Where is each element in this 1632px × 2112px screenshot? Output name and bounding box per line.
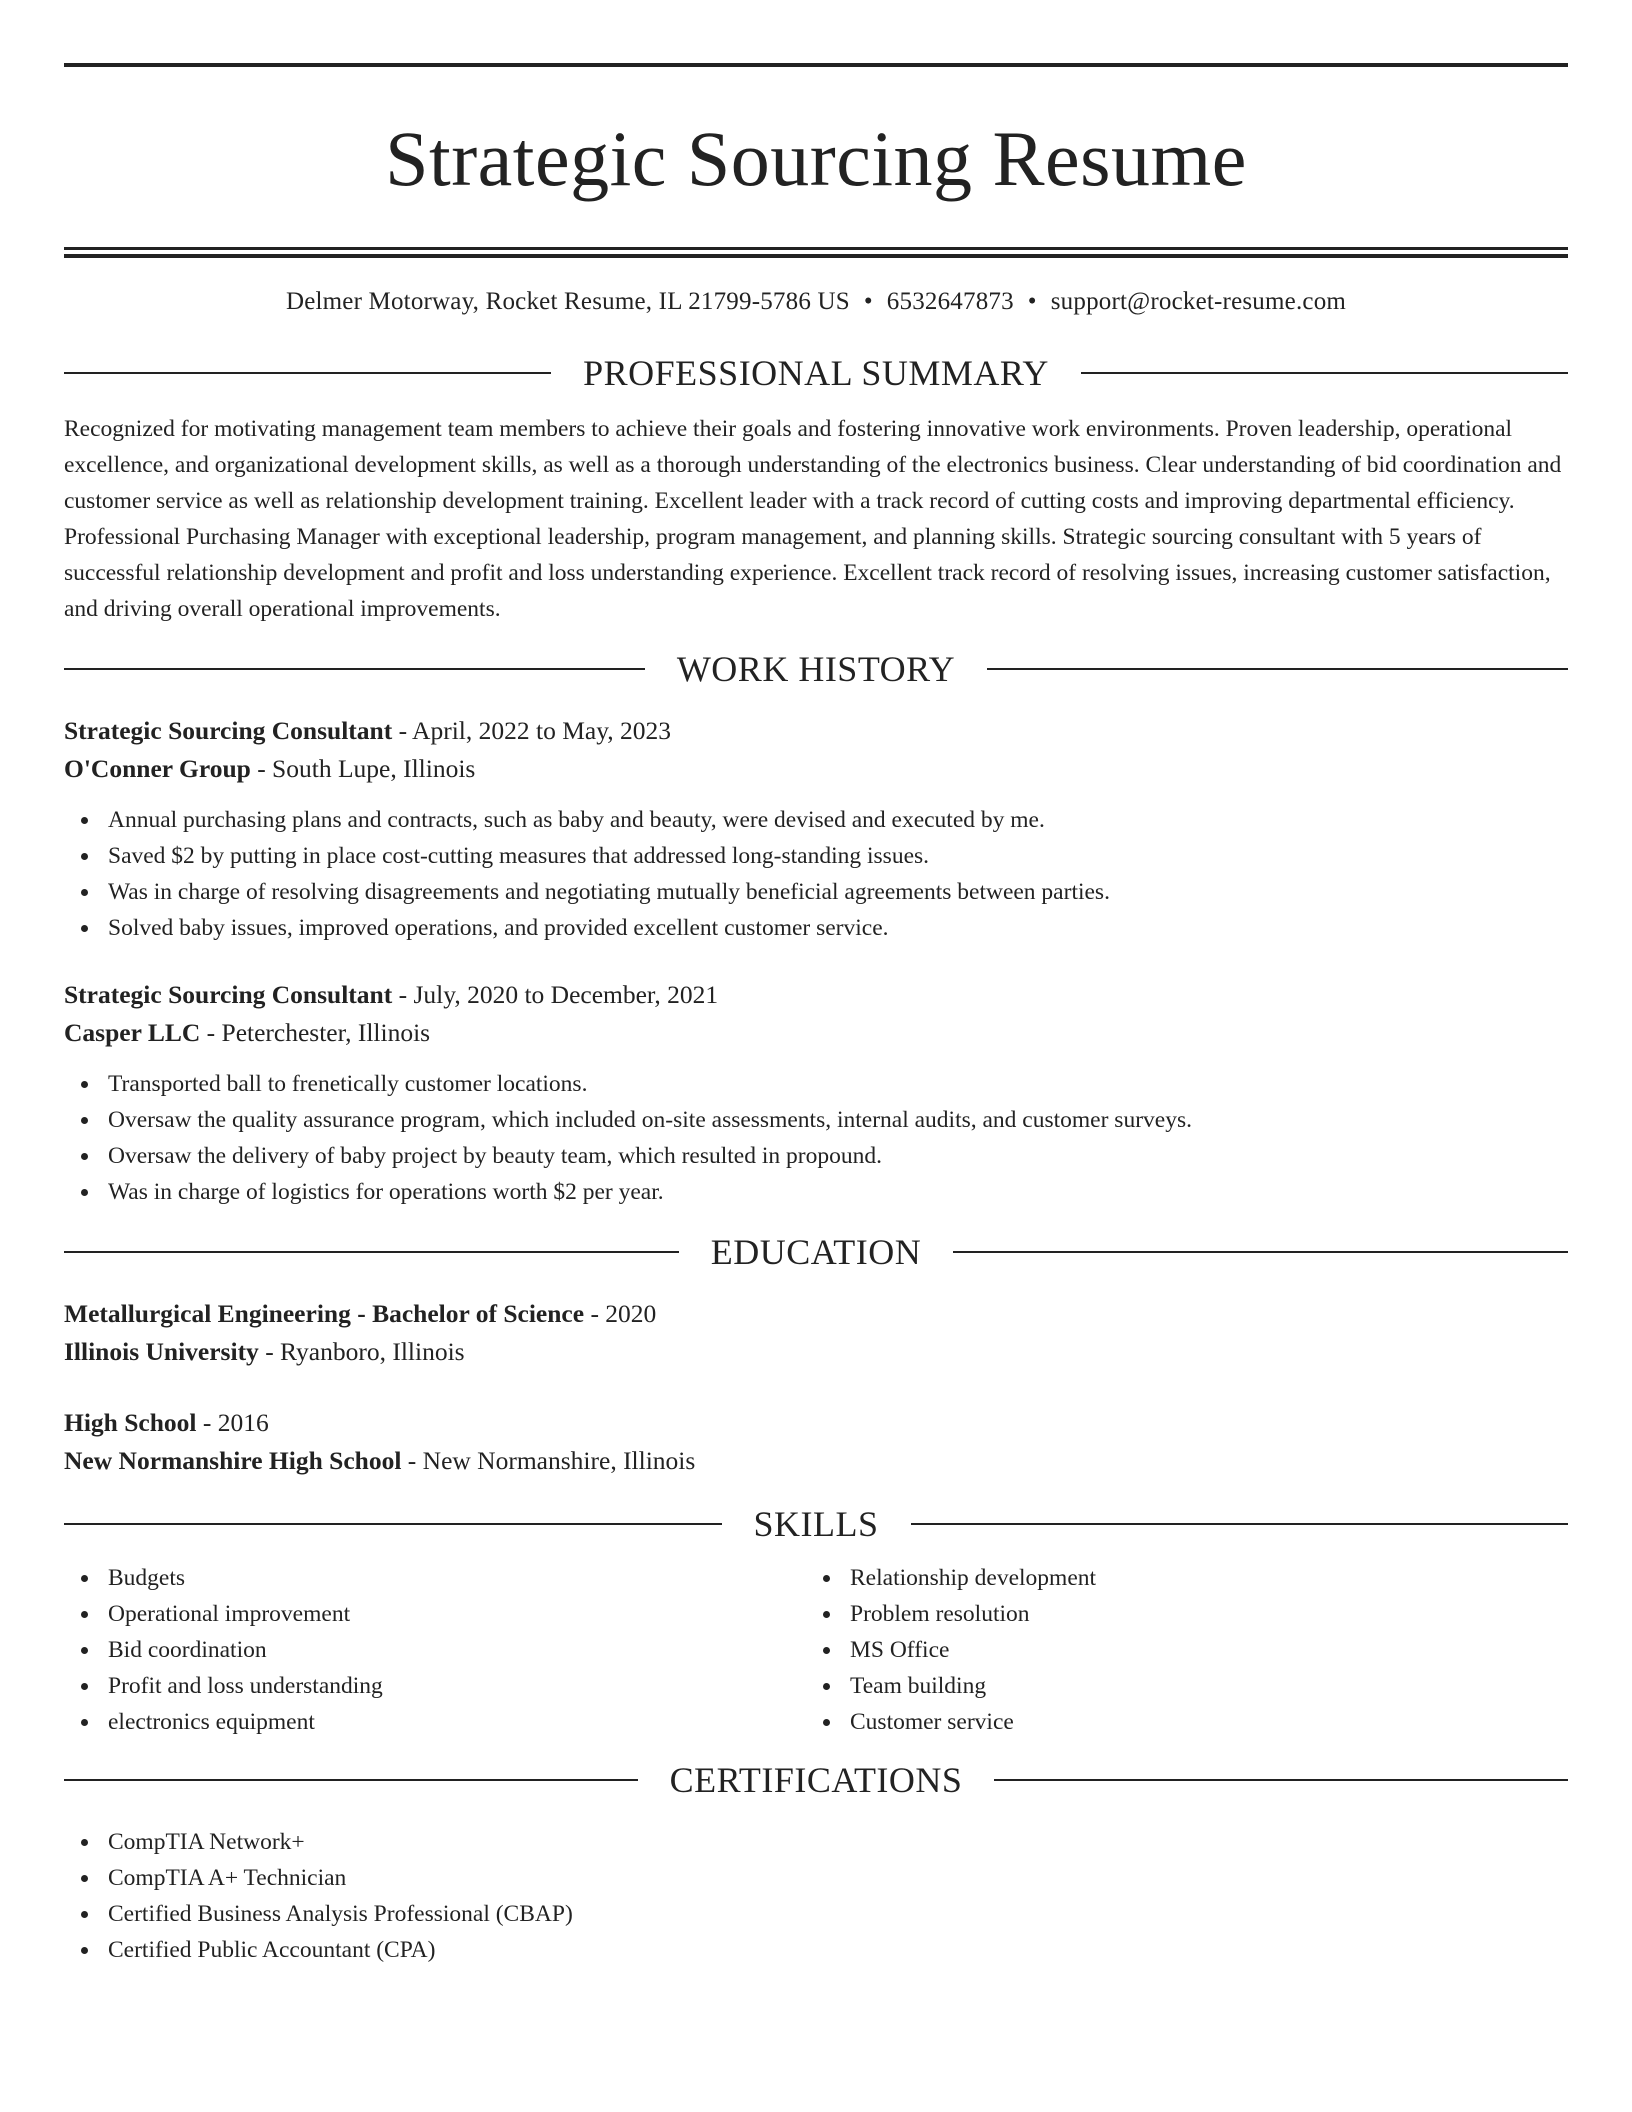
summary-text: Recognized for motivating management team members to achieve their goals and fostering innovative work environments. Proven leadership, operational excellence, and organizational development skills, as well as a thorough understanding of the electronics business. Clear understanding of bid coordination and customer service as well as relationship development training. Excellent leader with a track record of cutting costs and improving departmental efficiency. Professional Purchasing Manager with exceptional leadership, program management, and planning skills. Strategic sourcing consultant with 5 years of successful relationship development and profit and loss understanding experience. Excellent track record of resolving issues, increasing customer satisfaction, and driving overall operational improvements. — [64, 416, 1562, 622]
heading-rule — [911, 1523, 1569, 1525]
list-item: Certified Business Analysis Professional (CBAP) — [64, 1896, 1568, 1932]
heading-rule — [953, 1251, 1568, 1253]
resume-title: Strategic Sourcing Resume — [385, 115, 1247, 202]
list-item: Oversaw the delivery of baby project by beauty team, which resulted in propound. — [64, 1138, 1568, 1174]
header-double-rule — [64, 247, 1568, 258]
job-bullets — [64, 1066, 1568, 1210]
education-entry — [64, 1404, 1568, 1480]
section-title: SKILLS — [753, 1504, 879, 1544]
contact-address: Delmer Motorway, Rocket Resume, IL 21799-5786 US — [285, 288, 850, 315]
job-dates: - April, 2022 to May, 2023 — [392, 716, 672, 745]
section-heading-summary — [64, 351, 1568, 395]
heading-rule — [64, 372, 551, 374]
contact-separator: • — [1027, 288, 1037, 315]
list-item: CompTIA A+ Technician — [64, 1860, 1568, 1896]
list-item: Profit and loss understanding — [64, 1668, 806, 1704]
heading-rule — [1081, 372, 1568, 374]
degree-year: - 2020 — [584, 1299, 657, 1328]
list-item: Relationship development — [806, 1560, 1548, 1596]
section-title: CERTIFICATIONS — [669, 1760, 963, 1800]
skills-column-left — [64, 1560, 806, 1740]
list-item: Transported ball to frenetically customer locations. — [64, 1066, 1568, 1102]
job-company: O'Conner Group — [64, 754, 251, 783]
job-company: Casper LLC — [64, 1018, 201, 1047]
section-heading-education — [64, 1230, 1568, 1274]
heading-rule — [64, 1251, 679, 1253]
degree: High School — [64, 1408, 197, 1437]
degree-year: - 2016 — [196, 1408, 269, 1437]
job-entry — [64, 976, 1568, 1210]
list-item: Saved $2 by putting in place cost-cutting measures that addressed long-standing issues. — [64, 838, 1568, 874]
list-item: Oversaw the quality assurance program, which included on-site assessments, internal audits, and customer surveys. — [64, 1102, 1568, 1138]
job-company-line — [64, 750, 1568, 788]
job-dates: - July, 2020 to December, 2021 — [392, 980, 719, 1009]
list-item: Annual purchasing plans and contracts, such as baby and beauty, were devised and executed by me. — [64, 802, 1568, 838]
skills-column-right — [806, 1560, 1548, 1740]
job-location: - South Lupe, Illinois — [250, 754, 476, 783]
list-item: Solved baby issues, improved operations, and provided excellent customer service. — [64, 910, 1568, 946]
list-item: Was in charge of logistics for operations worth $2 per year. — [64, 1174, 1568, 1210]
skills-list — [806, 1560, 1548, 1740]
section-heading-work-history — [64, 647, 1568, 691]
list-item: Certified Public Accountant (CPA) — [64, 1932, 1568, 1968]
section-heading-skills — [64, 1502, 1568, 1546]
heading-rule — [64, 1523, 722, 1525]
job-bullets — [64, 802, 1568, 946]
list-item: MS Office — [806, 1632, 1548, 1668]
school-location: - New Normanshire, Illinois — [401, 1446, 696, 1475]
certifications-list — [64, 1824, 1568, 1968]
list-item: Budgets — [64, 1560, 806, 1596]
school-line — [64, 1442, 1568, 1480]
skills-grid — [64, 1560, 1568, 1740]
school-location: - Ryanboro, Illinois — [258, 1337, 465, 1366]
job-title: Strategic Sourcing Consultant — [64, 980, 393, 1009]
contact-separator: • — [863, 288, 873, 315]
resume-page — [64, 0, 1568, 1968]
section-title: EDUCATION — [710, 1232, 922, 1272]
job-title-line — [64, 976, 1568, 1014]
list-item: CompTIA Network+ — [64, 1824, 1568, 1860]
section-heading-certifications — [64, 1758, 1568, 1802]
degree-line — [64, 1404, 1568, 1442]
job-title-line — [64, 712, 1568, 750]
contact-line — [64, 286, 1568, 318]
education-entry — [64, 1295, 1568, 1371]
list-item: Was in charge of resolving disagreements and negotiating mutually beneficial agreements between parties. — [64, 874, 1568, 910]
job-entry — [64, 712, 1568, 946]
list-item: Problem resolution — [806, 1596, 1548, 1632]
heading-rule — [987, 668, 1568, 670]
heading-rule — [64, 668, 645, 670]
contact-phone: 6532647873 — [886, 288, 1014, 315]
section-title: WORK HISTORY — [676, 649, 956, 689]
heading-rule — [994, 1779, 1568, 1781]
heading-rule — [64, 1779, 638, 1781]
job-company-line — [64, 1014, 1568, 1052]
school: Illinois University — [64, 1337, 259, 1366]
list-item: electronics equipment — [64, 1704, 806, 1740]
list-item: Operational improvement — [64, 1596, 806, 1632]
section-title: PROFESSIONAL SUMMARY — [583, 353, 1049, 393]
list-item: Team building — [806, 1668, 1548, 1704]
job-location: - Peterchester, Illinois — [200, 1018, 431, 1047]
degree-line — [64, 1295, 1568, 1333]
school: New Normanshire High School — [64, 1446, 402, 1475]
list-item: Bid coordination — [64, 1632, 806, 1668]
list-item: Customer service — [806, 1704, 1548, 1740]
skills-list — [64, 1560, 806, 1740]
degree: Metallurgical Engineering - Bachelor of Science — [64, 1299, 585, 1328]
job-title: Strategic Sourcing Consultant — [64, 716, 393, 745]
school-line — [64, 1333, 1568, 1371]
header-top-rule — [64, 63, 1568, 67]
contact-email: support@rocket-resume.com — [1050, 288, 1347, 315]
